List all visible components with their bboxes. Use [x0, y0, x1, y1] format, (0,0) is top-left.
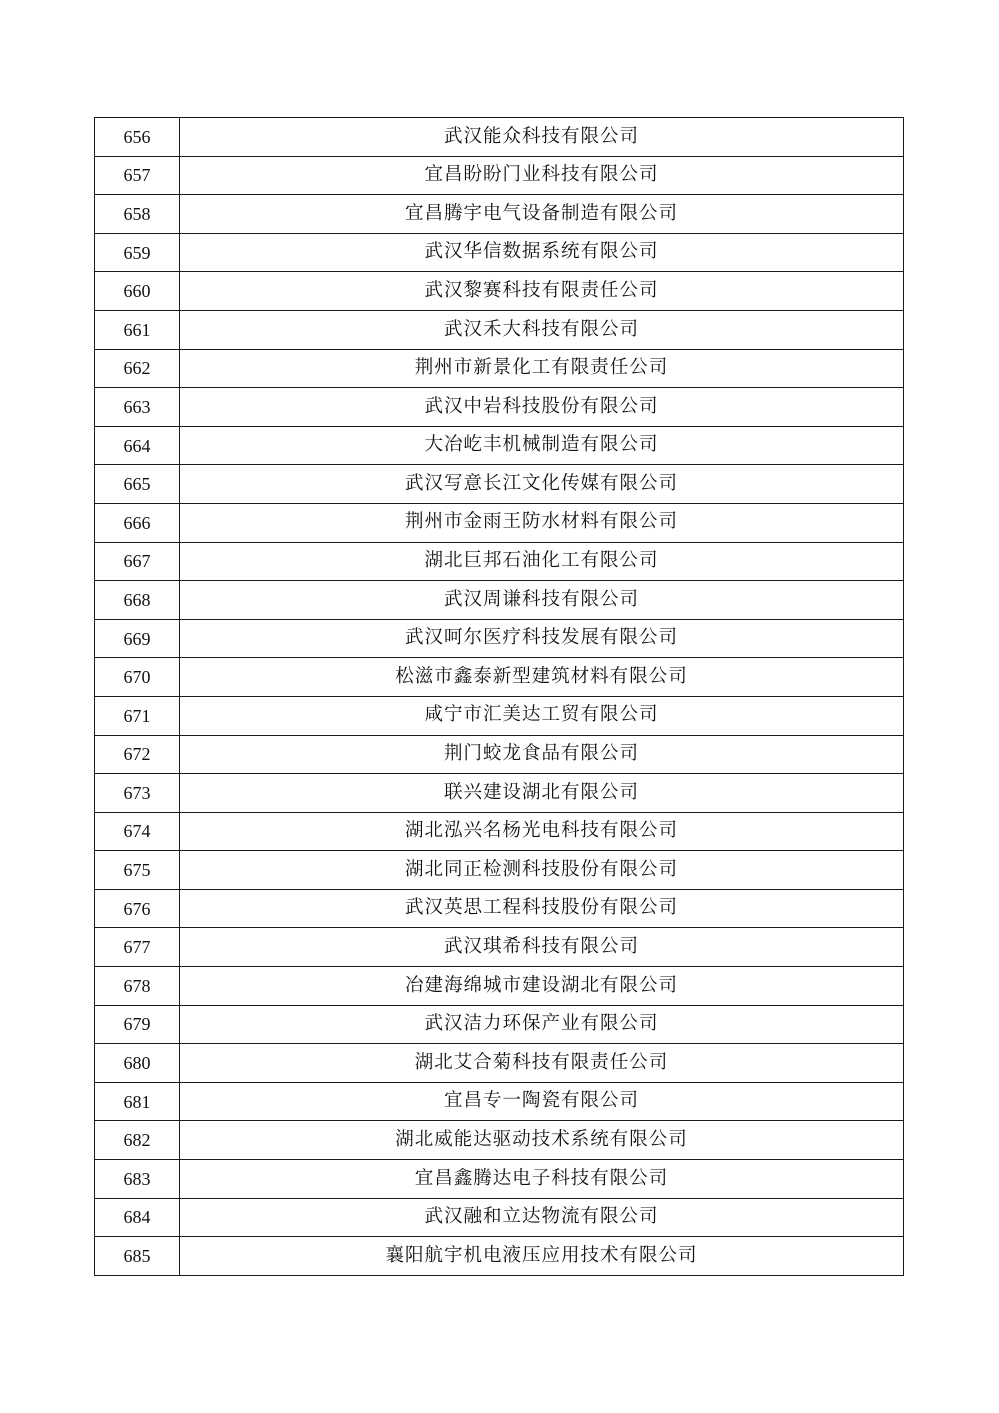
row-number-cell: 666	[95, 503, 180, 542]
table-row	[95, 1121, 904, 1160]
table-row	[95, 1082, 904, 1121]
table-row	[95, 1044, 904, 1083]
table-row	[95, 233, 904, 272]
row-number-cell: 661	[95, 310, 180, 349]
row-number-cell: 668	[95, 581, 180, 620]
row-number-cell: 675	[95, 851, 180, 890]
company-name-cell: 武汉写意长江文化传媒有限公司	[180, 465, 904, 504]
company-name-cell: 武汉禾大科技有限公司	[180, 310, 904, 349]
table-row	[95, 619, 904, 658]
table-row	[95, 195, 904, 234]
table-row	[95, 928, 904, 967]
row-number-cell: 667	[95, 542, 180, 581]
table-row	[95, 465, 904, 504]
row-number-cell: 677	[95, 928, 180, 967]
company-name-cell: 武汉英思工程科技股份有限公司	[180, 889, 904, 928]
row-number-cell: 658	[95, 195, 180, 234]
company-name-cell: 武汉中岩科技股份有限公司	[180, 388, 904, 427]
company-name-cell: 湖北艾合菊科技有限责任公司	[180, 1044, 904, 1083]
table-row	[95, 310, 904, 349]
table-row	[95, 812, 904, 851]
row-number-cell: 681	[95, 1082, 180, 1121]
table-row	[95, 696, 904, 735]
company-name-cell: 武汉周谦科技有限公司	[180, 581, 904, 620]
row-number-cell: 664	[95, 426, 180, 465]
row-number-cell: 656	[95, 118, 180, 157]
table-row	[95, 581, 904, 620]
company-name-cell: 湖北同正检测科技股份有限公司	[180, 851, 904, 890]
row-number-cell: 659	[95, 233, 180, 272]
table-row	[95, 118, 904, 157]
company-name-cell: 襄阳航宇机电液压应用技术有限公司	[180, 1237, 904, 1276]
row-number-cell: 657	[95, 156, 180, 195]
row-number-cell: 680	[95, 1044, 180, 1083]
table-row	[95, 503, 904, 542]
company-name-cell: 大冶屹丰机械制造有限公司	[180, 426, 904, 465]
table-row	[95, 735, 904, 774]
table-row	[95, 851, 904, 890]
company-name-cell: 咸宁市汇美达工贸有限公司	[180, 696, 904, 735]
row-number-cell: 685	[95, 1237, 180, 1276]
row-number-cell: 683	[95, 1160, 180, 1199]
row-number-cell: 672	[95, 735, 180, 774]
table-row	[95, 272, 904, 311]
company-name-cell: 武汉华信数据系统有限公司	[180, 233, 904, 272]
row-number-cell: 663	[95, 388, 180, 427]
table-row	[95, 658, 904, 697]
table-row	[95, 388, 904, 427]
company-name-cell: 武汉融和立达物流有限公司	[180, 1198, 904, 1237]
row-number-cell: 678	[95, 967, 180, 1006]
company-name-cell: 荆州市金雨王防水材料有限公司	[180, 503, 904, 542]
table-row	[95, 349, 904, 388]
row-number-cell: 660	[95, 272, 180, 311]
row-number-cell: 673	[95, 774, 180, 813]
row-number-cell: 676	[95, 889, 180, 928]
row-number-cell: 662	[95, 349, 180, 388]
table-row	[95, 426, 904, 465]
company-name-cell: 冶建海绵城市建设湖北有限公司	[180, 967, 904, 1006]
company-name-cell: 武汉能众科技有限公司	[180, 118, 904, 157]
company-name-cell: 宜昌盼盼门业科技有限公司	[180, 156, 904, 195]
row-number-cell: 682	[95, 1121, 180, 1160]
company-name-cell: 宜昌腾宇电气设备制造有限公司	[180, 195, 904, 234]
table-row	[95, 156, 904, 195]
company-name-cell: 松滋市鑫泰新型建筑材料有限公司	[180, 658, 904, 697]
row-number-cell: 674	[95, 812, 180, 851]
company-name-cell: 武汉黎赛科技有限责任公司	[180, 272, 904, 311]
table-row	[95, 774, 904, 813]
company-name-cell: 武汉洁力环保产业有限公司	[180, 1005, 904, 1044]
table-row	[95, 1237, 904, 1276]
table-row	[95, 542, 904, 581]
company-name-cell: 荆州市新景化工有限责任公司	[180, 349, 904, 388]
company-list-table	[94, 117, 904, 1276]
company-name-cell: 宜昌鑫腾达电子科技有限公司	[180, 1160, 904, 1199]
table-row	[95, 1005, 904, 1044]
table-row	[95, 967, 904, 1006]
row-number-cell: 684	[95, 1198, 180, 1237]
company-name-cell: 武汉琪希科技有限公司	[180, 928, 904, 967]
table-body	[95, 118, 904, 1276]
company-name-cell: 湖北巨邦石油化工有限公司	[180, 542, 904, 581]
company-name-cell: 荆门蛟龙食品有限公司	[180, 735, 904, 774]
company-name-cell: 湖北泓兴名杨光电科技有限公司	[180, 812, 904, 851]
table-row	[95, 889, 904, 928]
row-number-cell: 670	[95, 658, 180, 697]
company-name-cell: 湖北威能达驱动技术系统有限公司	[180, 1121, 904, 1160]
row-number-cell: 665	[95, 465, 180, 504]
row-number-cell: 671	[95, 696, 180, 735]
row-number-cell: 679	[95, 1005, 180, 1044]
company-name-cell: 联兴建设湖北有限公司	[180, 774, 904, 813]
table-row	[95, 1198, 904, 1237]
company-name-cell: 宜昌专一陶瓷有限公司	[180, 1082, 904, 1121]
table-row	[95, 1160, 904, 1199]
company-name-cell: 武汉呵尔医疗科技发展有限公司	[180, 619, 904, 658]
row-number-cell: 669	[95, 619, 180, 658]
